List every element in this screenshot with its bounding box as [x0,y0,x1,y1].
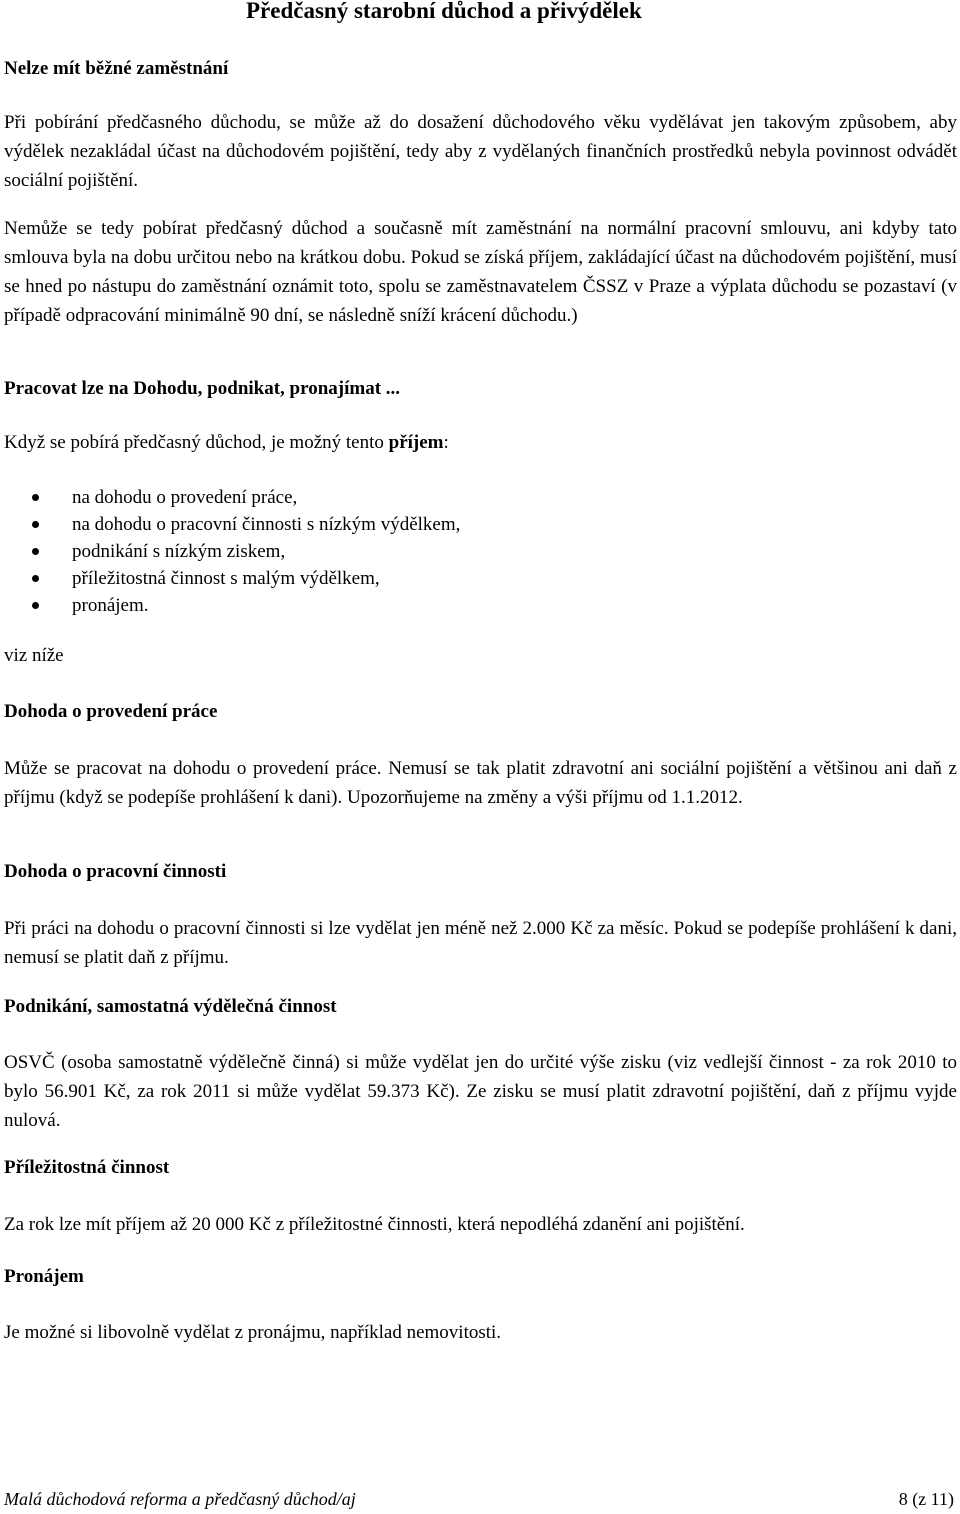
section-heading-prilezitostna: Příležitostná činnost [4,1157,170,1178]
income-intro-text: Když se pobírá předčasný důchod, je možný tento [4,432,389,453]
section-heading-dpc: Dohoda o pracovní činnosti [4,861,227,882]
income-intro-colon: : [443,432,449,453]
section-heading-osvc: Podnikání, samostatná výdělečná činnost [4,996,337,1017]
paragraph-pronajem: Je možné si libovolně vydělat z pronájmu, například nemovitosti. [4,1322,502,1343]
section-heading-pronajem: Pronájem [4,1266,84,1287]
footer-page-number: 8 (z 11) [898,1489,954,1509]
section-heading-pracovat: Pracovat lze na Dohodu, podnikat, pronajímat ... [4,378,401,399]
list-item: na dohodu o pracovní činnosti s nízkým výdělkem, [32,511,460,538]
list-item: podnikání s nízkým ziskem, [32,538,460,565]
paragraph-prilezitostna: Za rok lze mít příjem až 20 000 Kč z příležitostné činnosti, která nepodléhá zdanění ani pojištění. [4,1214,745,1235]
income-intro-bold: příjem [388,432,444,453]
paragraph-dpc: Při práci na dohodu o pracovní činnosti si lze vydělat jen méně než 2.000 Kč za měsíc. Pokud se podepíše prohlášení k dani, nemusí se platit daň z příjmu. [4,918,957,968]
paragraph-intro: Při pobírání předčasného důchodu, se může až do dosažení důchodového věku vydělávat jen takovým způsobem, aby výdělek nezakládal účast na důchodovém pojištění, tedy aby z vydělaných finančních prostředků nebyla povinnost odvádět sociální pojištění. [4,112,957,191]
list-item: pronájem. [32,592,460,619]
list-item: na dohodu o provedení práce, [32,484,460,511]
paragraph-employment: Nemůže se tedy pobírat předčasný důchod a současně mít zaměstnání na normální pracovní smlouvu, ani kdyby tato smlouva byla na dobu určitou nebo na krátkou dobu. Pokud se získá příjem, zakládající účast na důchodovém pojištění, musí se hned po nástupu do zaměstnání oznámit toto, spolu se zaměstnavatelem ČSSZ v Praze a výplata důchodu se pozastaví (v případě odpracování minimálně 90 dní, se následně sníží krácení důchodu.) [4,218,957,326]
section-heading-dpp: Dohoda o provedení práce [4,701,218,722]
paragraph-osvc: OSVČ (osoba samostatně výdělečně činná) si může vydělat jen do určité výše zisku (viz vedlejší činnost - za rok 2010 to bylo 56.901 Kč, za rok 2011 si může vydělat 59.373 Kč). Ze zisku se musí platit zdravotní pojištění, daň z příjmu vyjde nulová. [4,1052,957,1131]
income-intro [4,432,957,454]
income-list [32,484,460,619]
side-heading: Nelze mít běžné zaměstnání [4,58,229,79]
paragraph-dpp: Může se pracovat na dohodu o provedení práce. Nemusí se tak platit zdravotní ani sociální pojištění a většinou ani daň z příjmu (když se podepíše prohlášení k dani). Upozorňujeme na změny a výši příjmu od 1.1.2012. [4,758,957,808]
list-item: příležitostná činnost s malým výdělkem, [32,565,460,592]
page-title: Předčasný starobní důchod a přivýdělek [246,0,642,23]
footer-document-name: Malá důchodová reforma a předčasný důchod/aj [4,1489,356,1509]
see-below-note: viz níže [4,645,64,666]
